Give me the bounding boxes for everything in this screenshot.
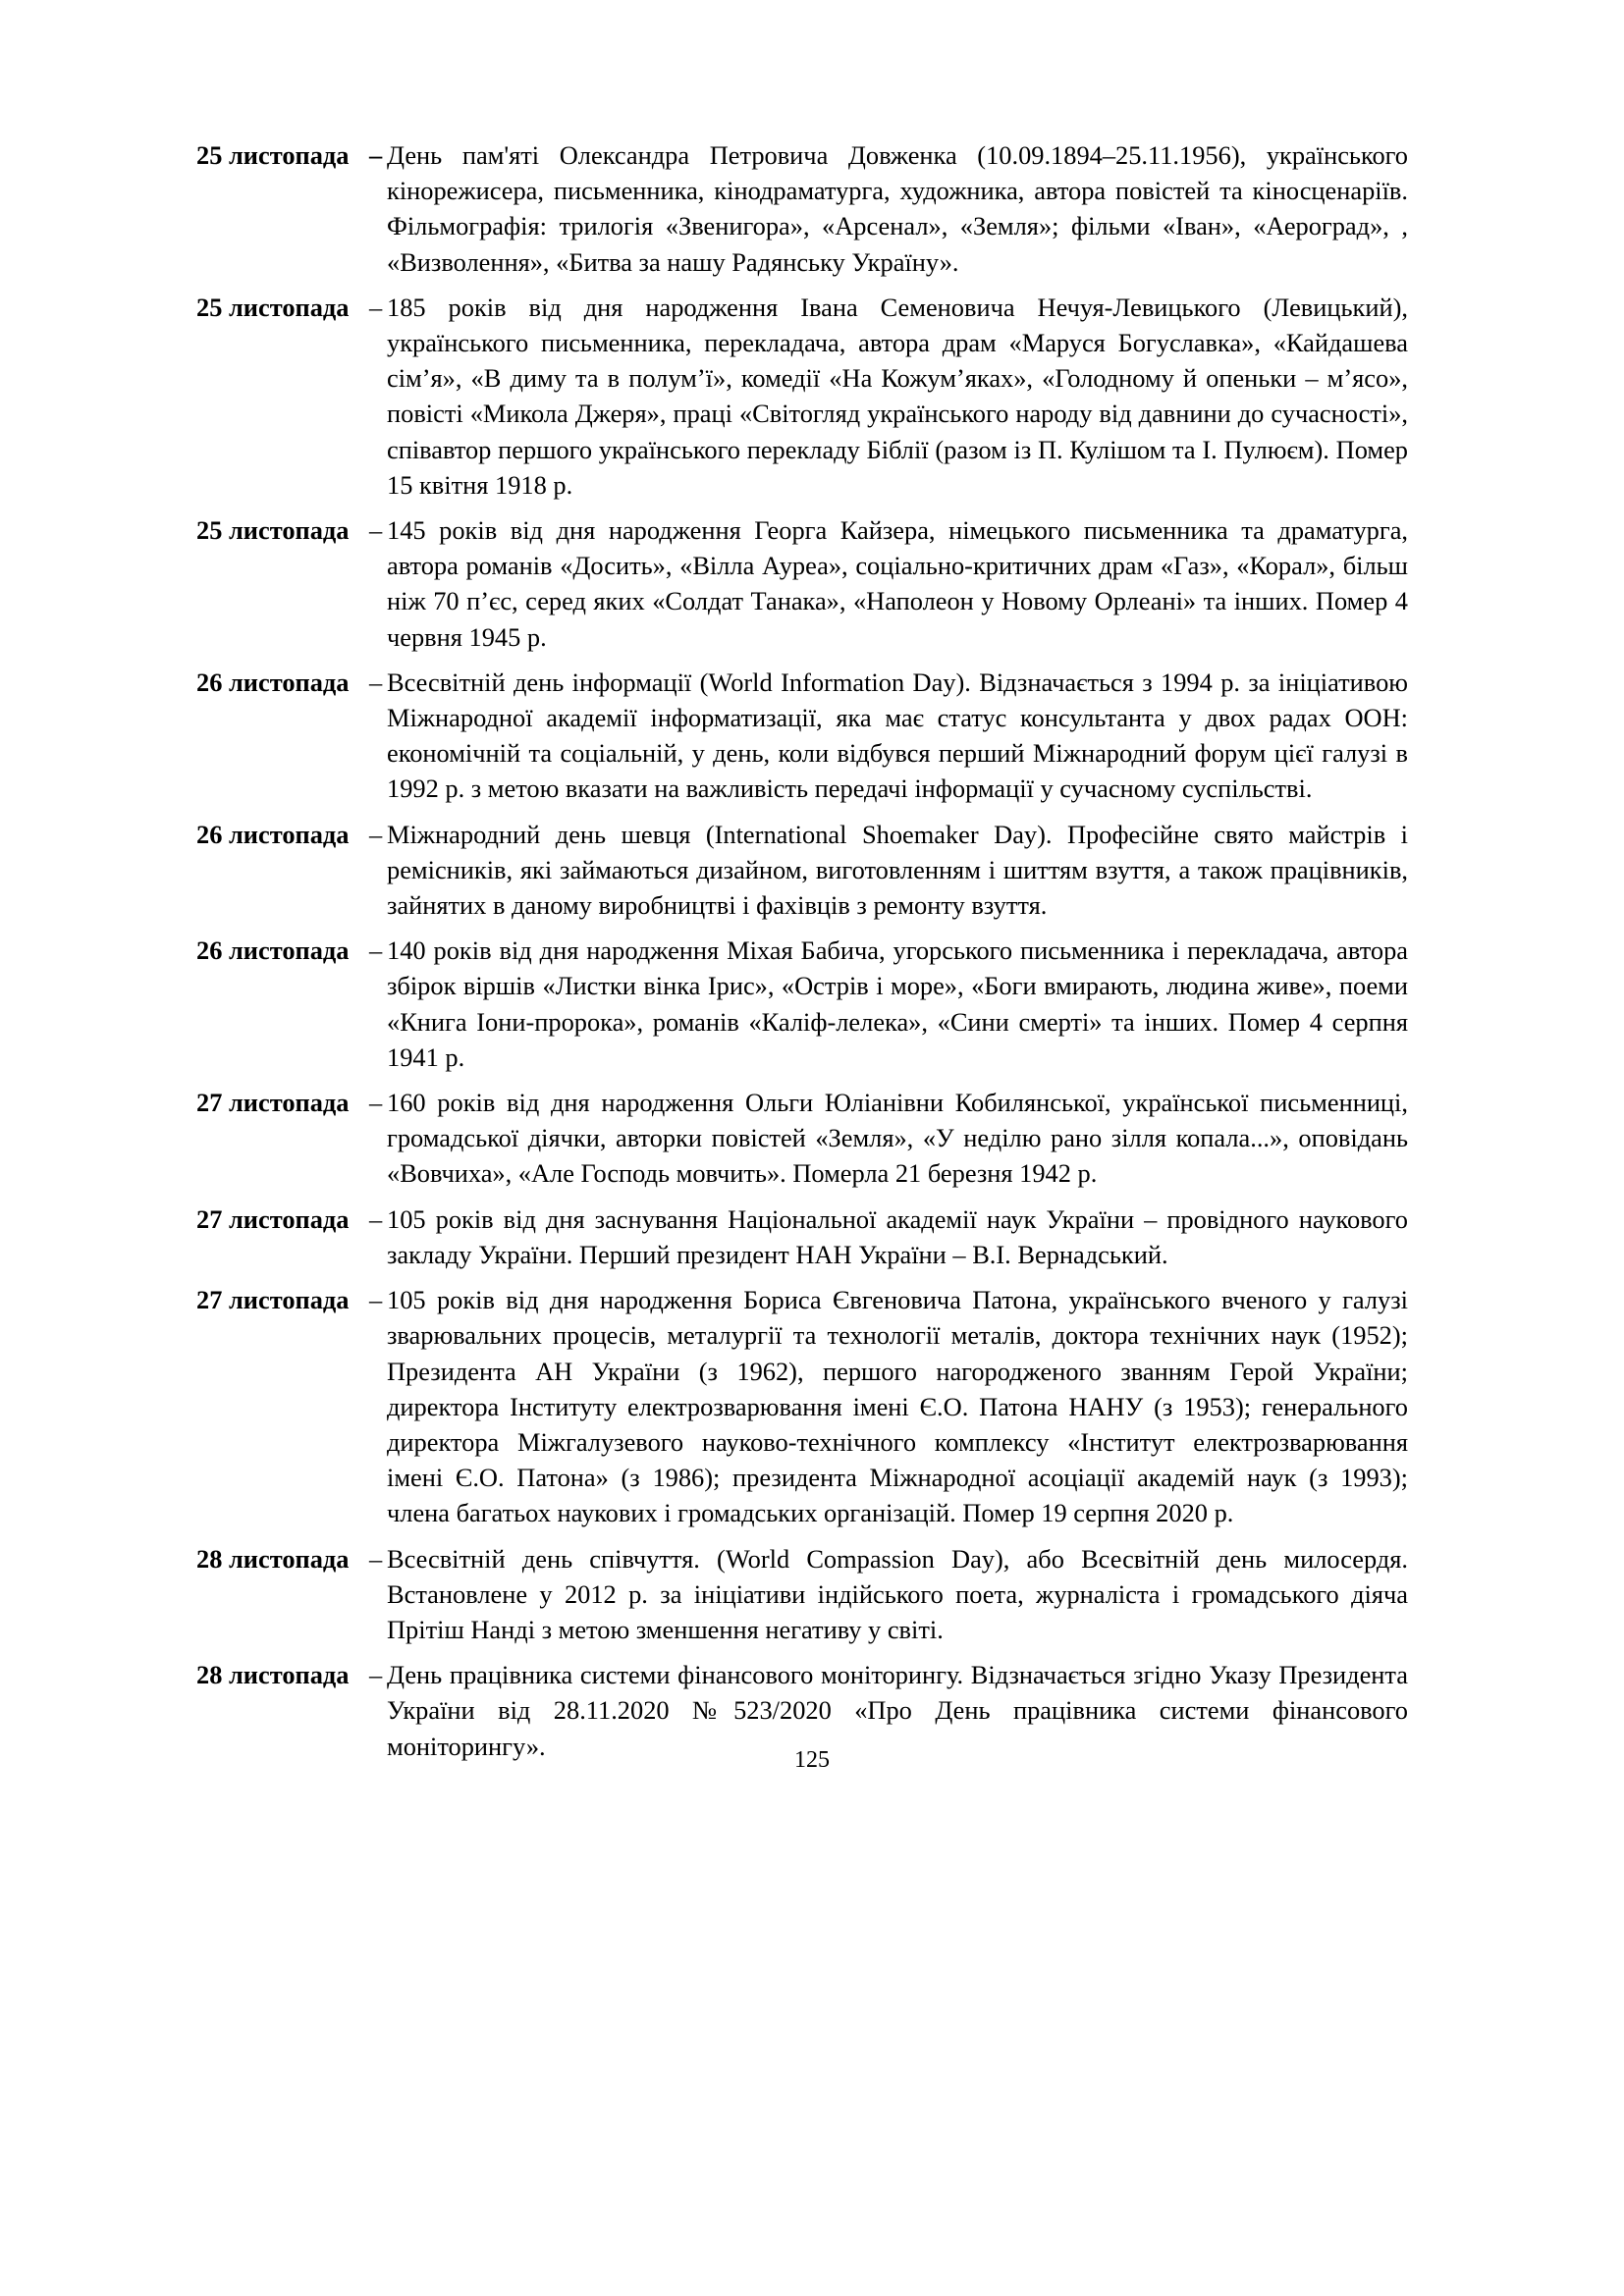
entry-date: 26 листопада [196, 667, 350, 697]
entry-text: 145 років від дня народження Георга Кайзера, німецького письменника та драматурга, автора романів «Досить», «Вілла Ауреа», соціально-критичних драм «Газ», «Корал», більш ніж 70 п’єс, серед яких «Солдат Танака», «Наполеон у Новому Орлеані» та інших. Помер 4 червня 1945 р. [387, 515, 1408, 652]
entry-dash: – [369, 667, 383, 697]
entry-date: 27 листопада [196, 1203, 350, 1234]
calendar-entry [196, 665, 1408, 807]
calendar-entry [196, 137, 1408, 280]
calendar-entry [196, 1282, 1408, 1530]
calendar-entry [196, 290, 1408, 503]
entry-date: 28 листопада [196, 1660, 350, 1690]
entry-date: 28 листопада [196, 1543, 350, 1574]
entry-text: 185 років від дня народження Івана Семеновича Нечуя-Левицького (Левицький), українського письменника, перекладача, автора драм «Маруся Богуславка», «Кайдашева сім’я», «В диму та в полум’ї», комедії «На Кожум’яках», «Голодному й опеньки – м’ясо», повісті «Микола Джеря», праці «Світогляд українського народу від давнини до сучасності», співавтор першого українського перекладу Біблії (разом із П. Кулішом та І. Пулюєм). Помер 15 квітня 1918 р. [387, 292, 1408, 500]
entry-dash: – [369, 515, 383, 546]
entry-date: 25 листопада [196, 140, 350, 170]
calendar-entry [196, 512, 1408, 655]
entry-text: День працівника системи фінансового моніторингу. Відзначається згідно Указу Президента України від 28.11.2020 №523/2020 «Про День працівника системи фінансового моніторингу». [387, 1660, 1408, 1761]
entry-text: 140 років від дня народження Міхая Бабича, угорського письменника і перекладача, автора збірок віршів «Листки вінка Ірис», «Острів і море», «Боги вмирають, людина живе», поеми «Книга Іони-пророка», романів «Каліф-лелека», «Сини смерті» та інших. Помер 4 серпня 1941 р. [387, 935, 1408, 1072]
entry-dash: – [369, 1203, 383, 1234]
entry-dash: – [369, 1088, 383, 1118]
entry-date: 27 листопада [196, 1285, 350, 1315]
page-number: 125 [794, 1747, 830, 1773]
calendar-page [196, 137, 1408, 1774]
entry-dash: – [369, 1285, 383, 1315]
entry-dash: – [369, 140, 383, 170]
entry-date: 27 листопада [196, 1088, 350, 1118]
entry-dash: – [369, 819, 383, 849]
entry-text: День пам'яті Олександра Петровича Довженка (10.09.1894–25.11.1956), українського кінорежисера, письменника, кінодраматурга, художника, автора повістей та кіносценаріїв. Фільмографія: трилогія «Звенигора», «Арсенал», «Земля»; фільми «Іван», «Аероград», , «Визволення», «Битва за нашу Радянську Україну». [387, 140, 1408, 277]
entry-text: Всесвітній день співчуття. (World Compassion Day), або Всесвітній день милосердя. Встановлене у 2012 р. за ініціативи індійського поета, журналіста і громадського діяча Прітіш Нанді з метою зменшення негативу у світі. [387, 1543, 1408, 1644]
entry-text: 105 років від дня заснування Національної академії наук України – провідного наукового закладу України. Перший президент НАН України – В.І. Вернадський. [387, 1203, 1408, 1269]
entry-date: 25 листопада [196, 515, 350, 546]
calendar-entry [196, 817, 1408, 924]
entry-text: 160 років від дня народження Ольги Юліанівни Кобилянської, української письменниці, громадської діячки, авторки повістей «Земля», «У неділю рано зілля копала...», оповідань «Вовчиха», «Але Господь мовчить». Померла 21 березня 1942 р. [387, 1088, 1408, 1189]
entry-text: Всесвітній день інформації (World Information Day). Відзначається з 1994 р. за ініціативою Міжнародної академії інформатизації, яка має статус консультанта у двох радах ООН: економічній та соціальній, у день, коли відбувся перший Міжнародний форум цієї галузі в 1992 р. з метою вказати на важливість передачі інформації у сучасному суспільстві. [387, 667, 1408, 804]
calendar-entry [196, 1541, 1408, 1648]
entry-text: 105 років від дня народження Бориса Євгеновича Патона, українського вченого у галузі зварювальних процесів, металургії та технології металів, доктора технічних наук (1952); Президента АН України (з 1962), першого нагородженого званням Герой України; директора Інституту електрозварювання імені Є.О. Патона НАНУ (з 1953); генерального директора Міжгалузевого науково-технічного комплексу «Інститут електрозварювання імені Є.О. Патона» (з 1986); президента Міжнародної асоціації академій наук (з 1993); члена багатьох наукових і громадських організацій. Помер 19 серпня 2020 р. [387, 1285, 1408, 1528]
entry-date: 26 листопада [196, 935, 350, 966]
entry-dash: – [369, 292, 383, 322]
calendar-entry [196, 1201, 1408, 1272]
entry-dash: – [369, 1543, 383, 1574]
entry-date: 26 листопада [196, 819, 350, 849]
entry-text: Міжнародний день шевця (International Shoemaker Day). Професійне свято майстрів і ремісників, які займаються дизайном, виготовленням і шиттям взуття, а також працівників, зайнятих в даному виробництві і фахівців з ремонту взуття. [387, 819, 1408, 921]
entry-dash: – [369, 1660, 383, 1690]
calendar-entry [196, 1085, 1408, 1192]
entry-date: 25 листопада [196, 292, 350, 322]
entry-dash: – [369, 935, 383, 966]
calendar-entry [196, 933, 1408, 1075]
